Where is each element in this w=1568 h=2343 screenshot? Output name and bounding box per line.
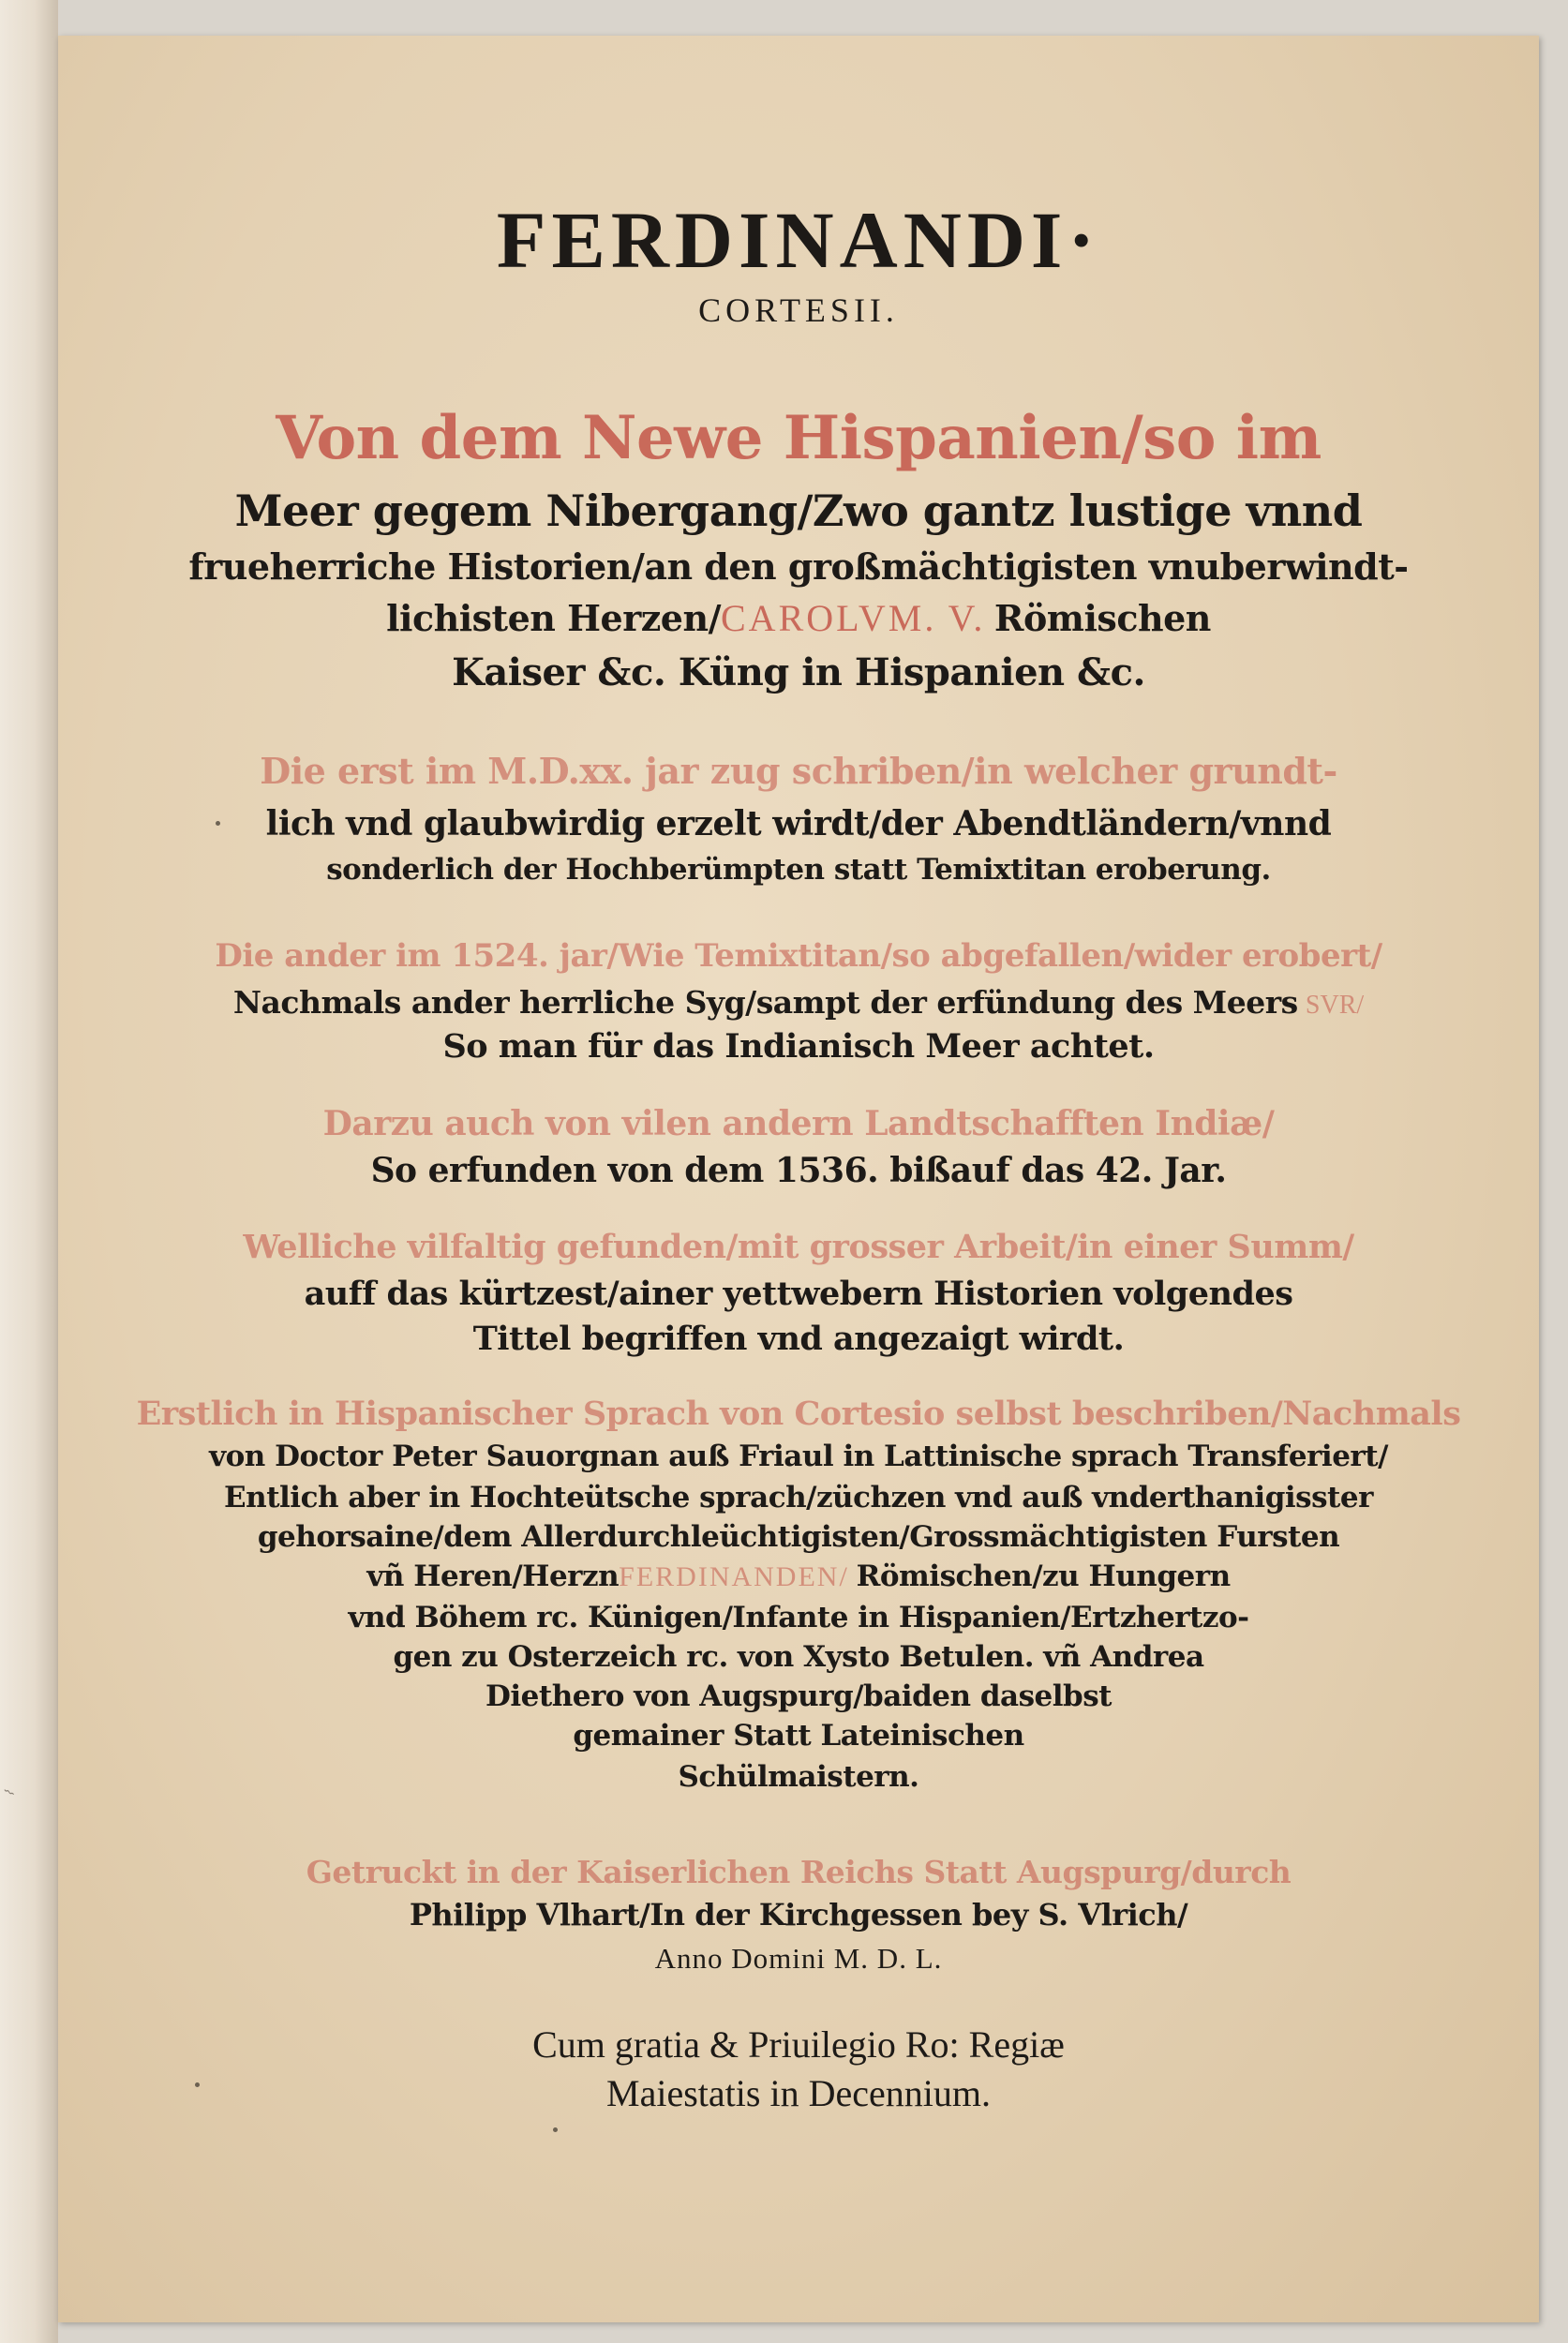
block1-line3-end: Römischen xyxy=(993,597,1211,639)
block1-red-heading: Von dem Newe Hispanien/so im xyxy=(276,403,1322,473)
privilege-line2: Maiestatis in Decennium. xyxy=(606,2072,991,2114)
block2-line2: sonderlich der Hochberümpten statt Temixtitan eroberung. xyxy=(326,853,1271,887)
block2-line1: lich vnd glaubwirdig erzelt wirdt/der Abendtländern/vnnd xyxy=(265,804,1332,843)
block6-line4-start: vñ Heren/Herzn xyxy=(366,1560,620,1593)
imprint-line2: Anno Domini M. D. L. xyxy=(654,1942,943,1975)
block6-line5: vnd Böhem rc. Künigen/Infante in Hispanien/Ertzhertzo- xyxy=(348,1601,1249,1634)
block6-line7: Diethero von Augspurg/baiden daselbst xyxy=(485,1679,1112,1713)
block3-line1 xyxy=(58,984,1539,1022)
block6-line4-end: Römischen/zu Hungern xyxy=(856,1560,1231,1593)
title-page xyxy=(58,36,1539,2322)
block4-line1: So erfunden von dem 1536. bißauf das 42. Jar. xyxy=(370,1151,1227,1190)
book-spine-edge xyxy=(0,0,58,2343)
ink-speck xyxy=(216,821,220,826)
block6-line3: gehorsaine/dem Allerdurchleüchtigisten/Grossmächtigisten Fursten xyxy=(257,1520,1340,1554)
block5-red-heading: Welliche vilfaltig gefunden/mit grosser Arbeit/in einer Summ/ xyxy=(243,1228,1354,1266)
imprint-red-heading: Getruckt in der Kaiserlichen Reichs Statt Augspurg/durch xyxy=(306,1854,1292,1890)
block6-line6: gen zu Osterzeich rc. von Xysto Betulen. vñ Andrea xyxy=(393,1640,1204,1674)
block1-line3-start: lichisten Herzen/ xyxy=(386,597,721,639)
block6-line4 xyxy=(58,1560,1539,1593)
block1-line1: Meer gegem Nibergang/Zwo gantz lustige vnnd xyxy=(234,485,1363,536)
block6-line9: Schülmaistern. xyxy=(678,1760,919,1794)
ink-speck xyxy=(195,2082,200,2087)
block5-line2: Tittel begriffen vnd angezaigt wirdt. xyxy=(472,1320,1125,1358)
imprint-line1: Philipp Vlhart/In der Kirchgessen bey S. Vlrich/ xyxy=(409,1897,1188,1933)
block4-red-heading: Darzu auch von vilen andern Landtschafften Indiæ/ xyxy=(322,1104,1275,1143)
privilege-line1: Cum gratia & Priuilegio Ro: Regiæ xyxy=(532,2023,1065,2066)
block1-line3 xyxy=(58,596,1539,640)
block1-line2: frueherriche Historien/an den großmächtigisten vnuberwindt- xyxy=(188,545,1409,588)
ink-speck xyxy=(553,2127,558,2132)
main-title: FERDINANDI· xyxy=(496,195,1101,285)
block3-line1-text: Nachmals ander herrliche Syg/sampt der erfündung des Meers xyxy=(232,984,1298,1021)
block3-red-tail: SVR/ xyxy=(1305,991,1365,1020)
block5-line1: auff das kürtzest/ainer yettwebern Historien volgendes xyxy=(304,1275,1293,1313)
block3-line2: So man für das Indianisch Meer achtet. xyxy=(442,1027,1155,1066)
block6-red-heading: Erstlich in Hispanischer Sprach von Cortesio selbst beschriben/Nachmals xyxy=(136,1395,1461,1433)
pencil-margin-note: ⌇ xyxy=(2,1788,19,1799)
block2-red-heading: Die erst im M.D.xx. jar zug schriben/in welcher grundt- xyxy=(260,750,1337,792)
subtitle: CORTESII. xyxy=(698,291,899,329)
block1-line4: Kaiser &c. Küng in Hispanien &c. xyxy=(452,650,1145,694)
block6-line8: gemainer Statt Lateinischen xyxy=(573,1719,1024,1753)
block1-red-name: CAROLVM. V. xyxy=(721,597,986,639)
block3-red-heading: Die ander im 1524. jar/Wie Temixtitan/so abgefallen/wider erobert/ xyxy=(215,937,1382,975)
block6-line2: Entlich aber in Hochteütsche sprach/züchzen vnd auß vnderthanigisster xyxy=(224,1481,1373,1515)
block6-red-name: FERDINANDEN/ xyxy=(619,1561,849,1592)
block6-line1: von Doctor Peter Sauorgnan auß Friaul in Lattinische sprach Transferiert/ xyxy=(209,1440,1388,1473)
